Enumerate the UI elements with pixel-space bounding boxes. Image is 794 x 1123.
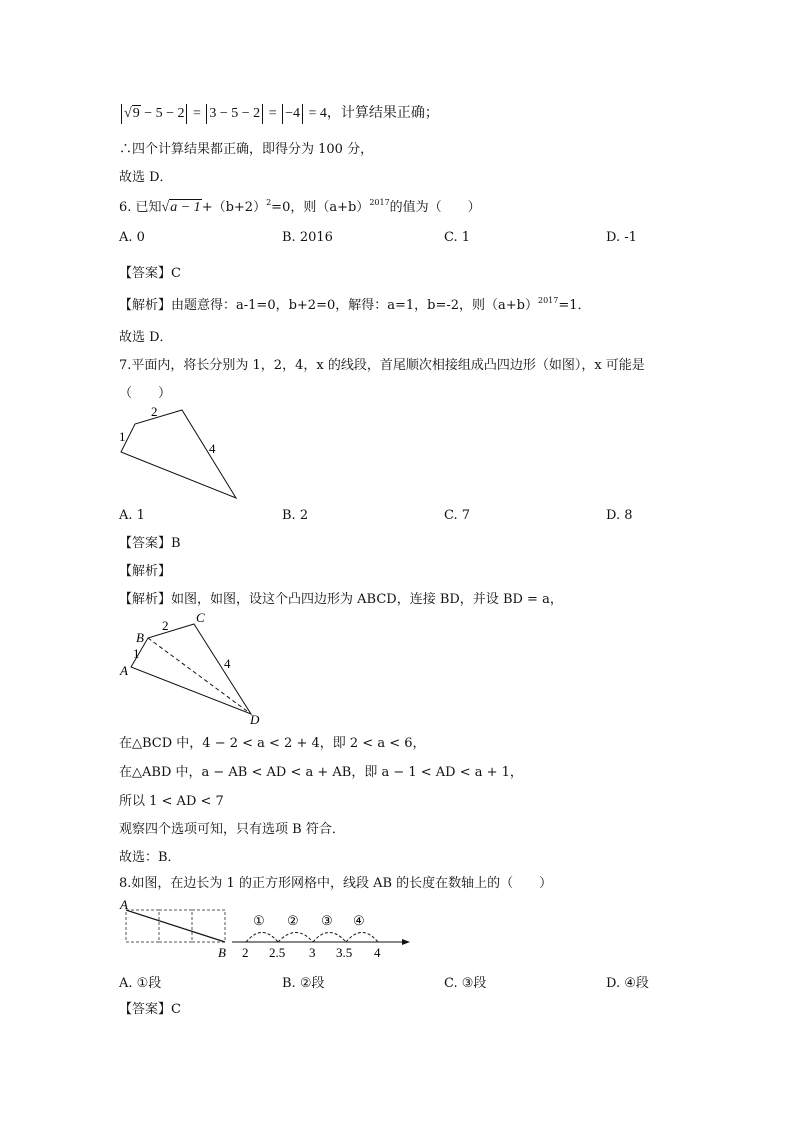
q8-stem: 8.如图，在边长为 1 的正方形网格中，线段 AB 的长度在数轴上的（ ） [119, 876, 553, 891]
q6-mid2: =0，则（a+b） [271, 200, 370, 215]
top-calculation [119, 102, 439, 124]
q6-mid: +（b+2） [201, 200, 267, 215]
equals: = [192, 106, 201, 121]
arc-3 [313, 933, 346, 943]
analysis-label: 【解析】 [119, 298, 172, 313]
q6-exponent: 2 [266, 198, 272, 207]
q8-figure [112, 895, 422, 963]
q7-figure-abcd [112, 606, 272, 728]
q7-stem-paren: （ ） [119, 386, 172, 401]
side-label-1: 1 [133, 646, 140, 661]
segment-ab [126, 910, 225, 942]
expr-part: −4 [285, 106, 300, 121]
side-label-4: 4 [224, 656, 231, 671]
side-label-2: 2 [162, 618, 169, 633]
arc-1 [246, 933, 278, 943]
diagonal-bd [148, 638, 251, 714]
abs-bar [282, 104, 283, 124]
q8-option-d[interactable]: D. ④段 [606, 976, 649, 991]
vertex-a: A [120, 663, 128, 678]
q7-choose: 故选：B． [119, 850, 181, 865]
radicand: 9 [132, 106, 140, 121]
q7-option-a[interactable]: A. 1 [119, 508, 145, 523]
expr-part: − 5 − 2 [144, 106, 185, 121]
q6-pre: 6. 已知 [119, 200, 162, 215]
q6-option-c[interactable]: C. 1 [444, 230, 471, 245]
segment-label-4: ④ [353, 913, 365, 928]
q7-option-d[interactable]: D. 8 [606, 508, 633, 523]
q8-option-a[interactable]: A. ①段 [119, 976, 162, 991]
therefore-line: ∴四个计算结果都正确，即得分为 100 分， [119, 142, 374, 157]
q7-analysis [119, 588, 563, 607]
analysis-text: 如图，如图，设这个凸四边形为 ABCD，连接 BD，并设 BD = a， [171, 592, 563, 607]
side-label-2: 2 [151, 404, 158, 419]
point-b: B [218, 945, 226, 960]
q7-line4: 观察四个选项可知，只有选项 B 符合． [119, 822, 345, 837]
vertex-b: B [136, 630, 144, 645]
q6-post: 的值为（ ） [389, 200, 481, 215]
segment-label-3: ③ [321, 913, 333, 928]
abs-bar [206, 104, 207, 124]
q7-option-c[interactable]: C. 7 [444, 508, 471, 523]
quadrilateral-shape [121, 410, 236, 498]
tick-label: 2 [242, 945, 249, 960]
q6-radicand: a − 1 [170, 200, 201, 215]
point-a: A [120, 897, 128, 912]
expr-part: = 4 [308, 106, 327, 121]
tick-label: 3.5 [336, 945, 353, 960]
q8-option-c[interactable]: C. ③段 [444, 976, 487, 991]
q6-option-b[interactable]: B. 2016 [282, 230, 333, 245]
arc-2 [278, 933, 313, 943]
sqrt-expression: √9 [124, 106, 140, 121]
tick-label: 2.5 [269, 945, 286, 960]
vertex-d: D [250, 712, 260, 727]
expr-part: 3 − 5 − 2 [209, 106, 261, 121]
q7-figure-quadrilateral [110, 400, 250, 505]
side-label-4: 4 [209, 441, 216, 456]
abs-bar [262, 104, 263, 124]
arrow-head-icon [402, 939, 410, 945]
q6-analysis [119, 294, 591, 313]
q6-sqrt: √a − 1 [161, 200, 201, 215]
q6-answer: 【答案】C [119, 266, 181, 281]
q7-analysis-empty: 【解析】 [119, 564, 172, 579]
abs-bar [302, 104, 303, 124]
abs-bar [186, 104, 187, 124]
calc-comment: ，计算结果正确； [326, 106, 439, 121]
q7-answer: 【答案】B [119, 536, 181, 551]
q7-stem: 7.平面内，将长分别为 1，2，4，x 的线段，首尾顺次相接组成凸四边形（如图），x 可能是 [119, 358, 645, 373]
vertex-c: C [196, 610, 205, 625]
segment-label-1: ① [253, 913, 265, 928]
analysis-end: =1． [558, 298, 591, 313]
analysis-label: 【解析】 [119, 592, 172, 607]
tick-label: 3 [309, 945, 316, 960]
q8-answer: 【答案】C [119, 1002, 181, 1017]
side-label-1: 1 [119, 429, 126, 444]
q7-option-b[interactable]: B. 2 [282, 508, 309, 523]
q6-choose: 故选 D． [119, 330, 173, 345]
analysis-text: 由题意得：a-1=0，b+2=0，解得：a=1，b=-2，则（a+b） [171, 298, 538, 313]
choose-line: 故选 D． [119, 170, 173, 185]
abs-bar [121, 104, 122, 124]
segment-label-2: ② [287, 913, 299, 928]
equals: = [268, 106, 277, 121]
analysis-exponent: 2017 [538, 296, 559, 305]
q6-stem [119, 196, 481, 216]
q7-line1: 在△BCD 中，4 − 2 < a < 2 + 4，即 2 < a < 6， [119, 736, 426, 751]
q7-line2: 在△ABD 中，a − AB < AD < a + AB，即 a − 1 < AD < a + 1， [119, 765, 523, 780]
q6-exponent-2017: 2017 [369, 198, 390, 207]
tick-label: 4 [374, 945, 381, 960]
q8-option-b[interactable]: B. ②段 [282, 976, 325, 991]
q6-option-a[interactable]: A. 0 [119, 230, 145, 245]
q7-line3: 所以 1 < AD < 7 [119, 794, 224, 809]
arc-4 [346, 933, 378, 943]
q6-option-d[interactable]: D. -1 [606, 230, 637, 245]
